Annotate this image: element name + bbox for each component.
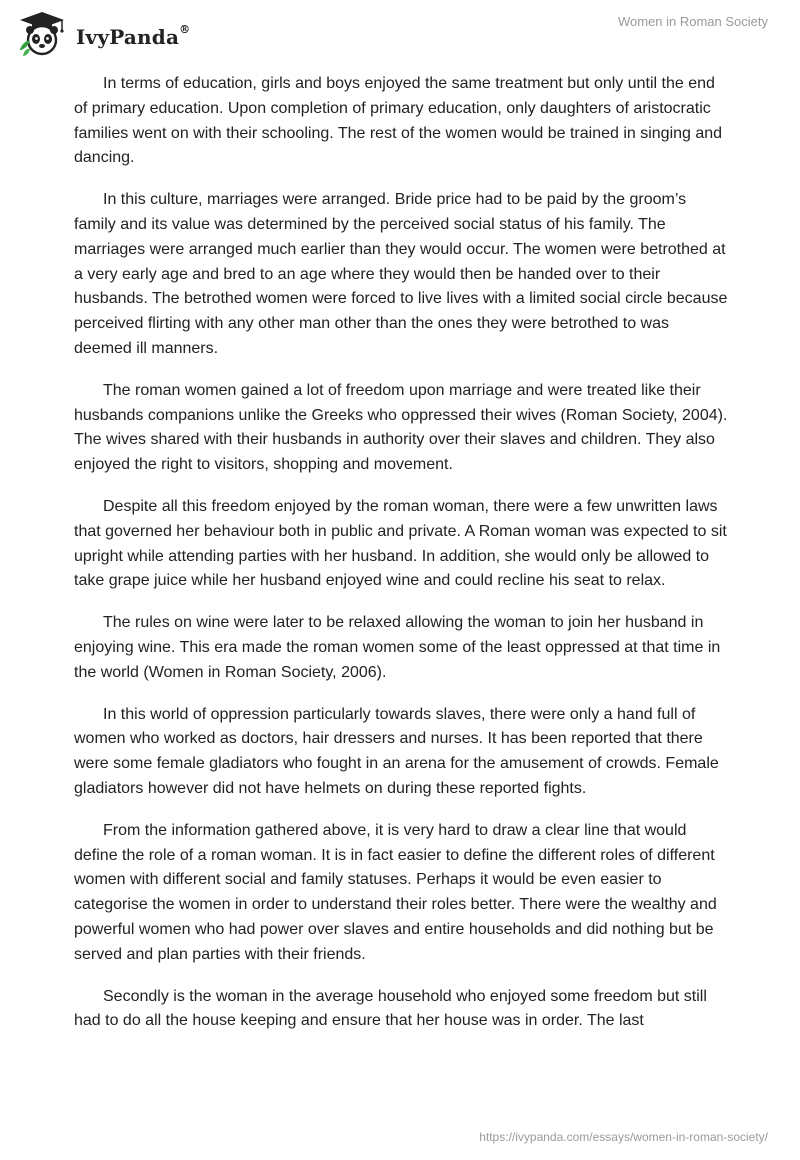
brand-registered-mark: ® bbox=[179, 23, 191, 36]
paragraph: Secondly is the woman in the average household who enjoyed some freedom but still had to do all the house keeping and ensure that her house was in order. The last bbox=[74, 987, 707, 1030]
paragraph: From the information gathered above, it is very hard to draw a clear line that would define the role of a roman woman. It is in fact easier to define the different roles of different women with different social and family statuses. Perhaps it would be even easier to categorise the women in order to understand their roles better. There were the wealthy and powerful women who had power over slaves and entire households and did nothing but be served and plan parties with their friends. bbox=[74, 821, 717, 963]
paragraph: In this world of oppression particularly towards slaves, there were only a hand full of women who worked as doctors, hair dressers and nurses. It has been reported that there were some female gladiators who fought in an arena for the amusement of crowds. Female gladiators however did not have helmets on during these reported fights. bbox=[74, 705, 719, 797]
ivypanda-logo[interactable] bbox=[14, 10, 190, 58]
paragraph: In terms of education, girls and boys enjoyed the same treatment but only until the end of primary education. Upon completion of primary education, only daughters of aristocratic families went on with their schooling. The rest of the women would be trained in singing and dancing. bbox=[74, 75, 723, 167]
paragraph: The rules on wine were later to be relaxed allowing the woman to join her husband in enjoying wine. This era made the roman women some of the least oppressed at that time in the world (Women in Roman Society, 2006). bbox=[74, 614, 721, 681]
paragraph: Despite all this freedom enjoyed by the roman woman, there were a few unwritten laws that governed her behaviour both in public and private. A Roman woman was expected to sit upright while attending parties with her husband. In addition, she would only be allowed to take grape juice while her husband enjoyed wine and could recline his seat to relax. bbox=[74, 497, 727, 590]
brand-name-text: IvyPanda bbox=[76, 25, 180, 49]
brand-name bbox=[76, 25, 190, 49]
panda-graduation-cap-icon bbox=[14, 10, 70, 58]
page-header bbox=[0, 0, 800, 70]
paragraph: The roman women gained a lot of freedom upon marriage and were treated like their husbands companions unlike the Greeks who oppressed their wives (Roman Society, 2004). The wives shared with their husbands in authority over their slaves and children. They also enjoyed the right to visitors, shopping and movement. bbox=[74, 381, 728, 474]
source-url[interactable]: https://ivypanda.com/essays/women-in-roman-society/ bbox=[479, 1130, 768, 1144]
essay-body bbox=[74, 72, 730, 1051]
document-title: Women in Roman Society bbox=[617, 14, 768, 29]
paragraph: In this culture, marriages were arranged. Bride price had to be paid by the groom’s family and its value was determined by the perceived social status of his family. The marriages were arranged much earlier than they would occur. The women were betrothed at a very early age and bred to an age where they would then be handed over to their husbands. The betrothed women were forced to live lives with a limited social circle because perceived flirting with any other man other than the ones they were betrothed to was deemed ill manners. bbox=[74, 191, 728, 357]
